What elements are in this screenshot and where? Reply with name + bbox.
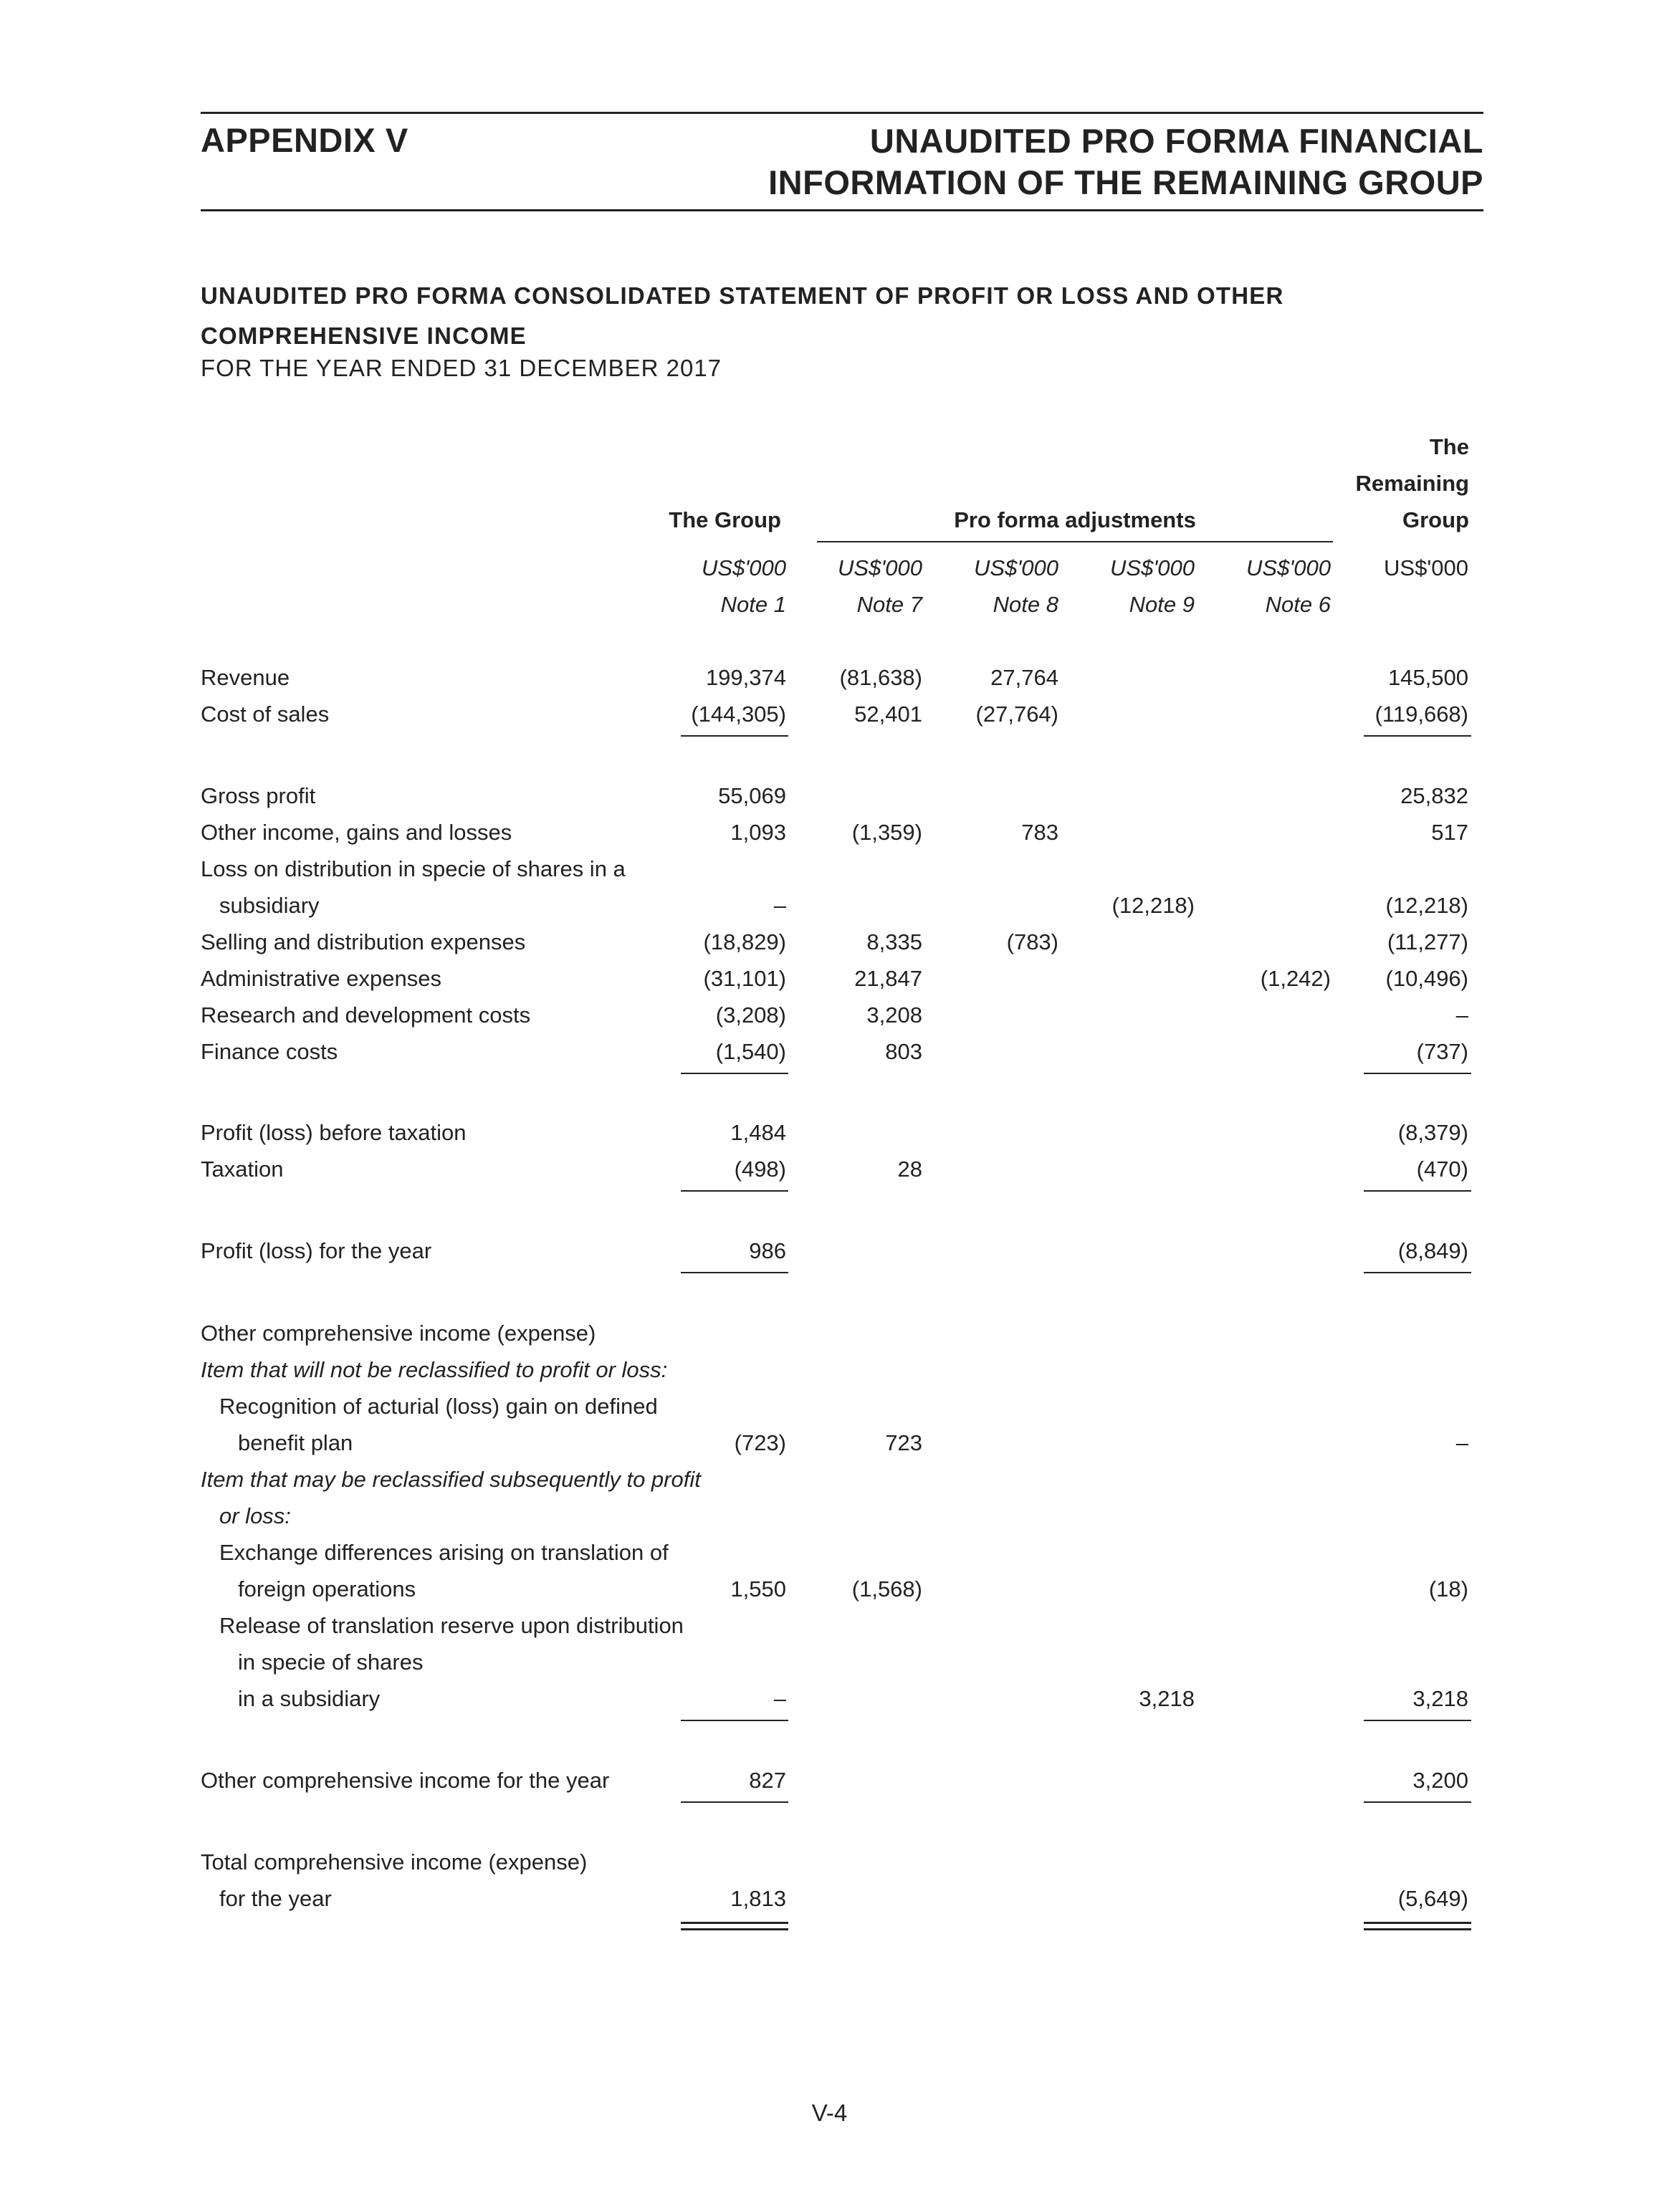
row-label: Other comprehensive income (expense): [201, 1321, 596, 1346]
subtotal-line: [1364, 1272, 1471, 1273]
row-label: in specie of shares: [238, 1650, 424, 1675]
cell: (119,668): [1374, 702, 1468, 727]
subtotal-line: [681, 735, 788, 737]
row-label: Profit (loss) for the year: [201, 1238, 432, 1263]
cell: (8,849): [1397, 1238, 1468, 1263]
appendix-title-line1: UNAUDITED PRO FORMA FINANCIAL: [869, 122, 1483, 160]
row-label: Loss on distribution in specie of shares in a: [201, 856, 626, 881]
row-label: Item that will not be reclassified to profit or loss:: [201, 1357, 668, 1382]
row-label: in a subsidiary: [238, 1686, 381, 1711]
cell: (3,208): [715, 1002, 786, 1028]
row-recognition-acturial: [0, 1394, 1659, 1430]
appendix-title: [768, 120, 1483, 204]
row-oci-heading: [0, 1321, 1659, 1357]
row-label: Administrative expenses: [201, 966, 441, 991]
cell: 827: [749, 1768, 786, 1793]
adjustments-underline: [817, 541, 1333, 542]
cell: 517: [1431, 820, 1468, 845]
col-header-remaining: [1326, 428, 1469, 538]
row-label: benefit plan: [238, 1430, 353, 1455]
row-may-be-reclassified: [0, 1467, 1659, 1503]
row-label: or loss:: [219, 1503, 291, 1528]
cell: 25,832: [1400, 783, 1468, 808]
subtotal-line: [1364, 1720, 1471, 1721]
cell: (737): [1416, 1039, 1468, 1064]
cell: 27,764: [990, 665, 1058, 690]
total-double-line: [1364, 1922, 1471, 1930]
page-number: V-4: [811, 2100, 848, 2126]
subtotal-line: [1364, 735, 1471, 737]
cell: 55,069: [718, 783, 786, 808]
row-subsidiary: [0, 893, 1659, 929]
cell: (5,649): [1397, 1886, 1468, 1911]
col-header-remaining-line3: Group: [1402, 507, 1469, 532]
cell: 1,484: [730, 1120, 786, 1145]
row-label: Release of translation reserve upon distribution: [219, 1613, 684, 1638]
col-header-remaining-line2: Remaining: [1355, 471, 1469, 496]
cell: (31,101): [703, 966, 786, 991]
cell: (470): [1416, 1157, 1468, 1182]
cell: 21,847: [854, 966, 922, 991]
cell: (144,305): [691, 702, 786, 727]
cell: 1,093: [730, 820, 786, 845]
cell: –: [1455, 1002, 1468, 1028]
note-col-2: Note 8: [993, 592, 1058, 617]
cell: 3,208: [866, 1002, 922, 1028]
unit-col-2: US$'000: [974, 555, 1058, 580]
row-label: Gross profit: [201, 783, 316, 808]
subtotal-line: [681, 1190, 788, 1192]
cell: 1,550: [730, 1576, 786, 1601]
row-label: Exchange differences arising on translation of: [219, 1540, 669, 1565]
cell: 52,401: [854, 702, 922, 727]
row-label: for the year: [219, 1886, 332, 1911]
cell: 1,813: [730, 1886, 786, 1911]
cell: (12,218): [1385, 893, 1468, 918]
cell: (18,829): [703, 929, 786, 954]
appendix-title-line2: INFORMATION OF THE REMAINING GROUP: [768, 163, 1483, 201]
unit-col-5: US$'000: [1384, 555, 1468, 580]
row-revenue: [0, 665, 1659, 702]
cell: 3,200: [1412, 1768, 1468, 1793]
cell: (8,379): [1397, 1120, 1468, 1145]
cell: 8,335: [866, 929, 922, 954]
row-label: Research and development costs: [201, 1002, 531, 1028]
row-other-income: [0, 820, 1659, 856]
row-taxation: [0, 1157, 1659, 1193]
row-gross-profit: [0, 783, 1659, 820]
cell: –: [773, 893, 786, 918]
cell: (11,277): [1387, 929, 1468, 954]
cell: 145,500: [1387, 665, 1468, 690]
note-col-1: Note 7: [856, 592, 922, 617]
cell: (12,218): [1111, 893, 1195, 918]
row-label: Cost of sales: [201, 702, 330, 727]
row-benefit-plan: [0, 1430, 1659, 1467]
row-label: Item that may be reclassified subsequently to profit: [201, 1467, 701, 1492]
row-release-translation: [0, 1613, 1659, 1650]
row-profit-before-tax: [0, 1120, 1659, 1157]
cell: (1,568): [851, 1576, 922, 1601]
cell: –: [1455, 1430, 1468, 1455]
row-foreign-operations: [0, 1576, 1659, 1613]
col-header-adjustments: Pro forma adjustments: [954, 507, 1196, 532]
row-oci-for-year: [0, 1768, 1659, 1804]
row-label: Finance costs: [201, 1039, 338, 1064]
cell: 28: [897, 1157, 922, 1182]
row-finance-costs: [0, 1039, 1659, 1076]
total-double-line: [681, 1922, 788, 1930]
cell: (18): [1428, 1576, 1468, 1601]
note-col-3: Note 9: [1129, 592, 1195, 617]
row-total-ci-heading: [0, 1849, 1659, 1886]
note-col-4: Note 6: [1265, 592, 1331, 617]
cell: 986: [749, 1238, 786, 1263]
subtotal-line: [681, 1720, 788, 1721]
unit-col-3: US$'000: [1110, 555, 1195, 580]
cell: 783: [1021, 820, 1058, 845]
statement-title-line1: UNAUDITED PRO FORMA CONSOLIDATED STATEMENT OF PROFIT OR LOSS AND OTHER: [201, 282, 1284, 309]
subtotal-line: [1364, 1073, 1471, 1074]
header-top-rule: [201, 112, 1483, 114]
cell: (498): [734, 1157, 786, 1182]
subtotal-line: [1364, 1190, 1471, 1192]
row-cost-of-sales: [0, 702, 1659, 738]
row-profit-for-year: [0, 1238, 1659, 1275]
cell: (10,496): [1385, 966, 1468, 991]
row-in-a-subsidiary: [0, 1686, 1659, 1723]
appendix-label: APPENDIX V: [201, 121, 408, 159]
cell: (27,764): [975, 702, 1058, 727]
cell: 803: [885, 1039, 922, 1064]
cell: 3,218: [1139, 1686, 1195, 1711]
unit-col-4: US$'000: [1246, 555, 1331, 580]
col-header-remaining-line1: The: [1429, 434, 1469, 459]
header-bottom-rule: [201, 209, 1483, 211]
cell: (723): [734, 1430, 786, 1455]
row-label: Profit (loss) before taxation: [201, 1120, 467, 1145]
statement-title-line2: COMPREHENSIVE INCOME: [201, 322, 527, 349]
row-label: Total comprehensive income (expense): [201, 1849, 588, 1875]
row-label: Other income, gains and losses: [201, 820, 512, 845]
cell: 199,374: [705, 665, 786, 690]
cell: 3,218: [1412, 1686, 1468, 1711]
row-label: Selling and distribution expenses: [201, 929, 526, 954]
row-total-for-year: [0, 1886, 1659, 1923]
subtotal-line: [681, 1073, 788, 1074]
row-in-specie: [0, 1650, 1659, 1686]
subtotal-line: [681, 1801, 788, 1803]
cell: 723: [885, 1430, 922, 1455]
col-header-group: The Group: [669, 507, 781, 532]
cell: (1,359): [851, 820, 922, 845]
row-label: Other comprehensive income for the year: [201, 1768, 610, 1793]
row-label: Recognition of acturial (loss) gain on defined: [219, 1394, 658, 1419]
row-label: subsidiary: [219, 893, 320, 918]
cell: (1,242): [1260, 966, 1331, 991]
cell: (81,638): [839, 665, 922, 690]
row-label: foreign operations: [238, 1576, 416, 1601]
cell: (1,540): [715, 1039, 786, 1064]
unit-col-0: US$'000: [702, 555, 786, 580]
row-label: Revenue: [201, 665, 290, 690]
cell: –: [773, 1686, 786, 1711]
row-research: [0, 1002, 1659, 1039]
cell: (783): [1006, 929, 1058, 954]
subtotal-line: [681, 1272, 788, 1273]
row-not-reclassified: [0, 1357, 1659, 1394]
statement-period: FOR THE YEAR ENDED 31 DECEMBER 2017: [201, 355, 722, 381]
row-loss-distribution: [0, 856, 1659, 893]
unit-col-1: US$'000: [838, 555, 922, 580]
row-label: Taxation: [201, 1157, 284, 1182]
row-selling-distribution: [0, 929, 1659, 966]
subtotal-line: [1364, 1801, 1471, 1803]
row-administrative: [0, 966, 1659, 1002]
statement-title: [201, 276, 1284, 356]
note-col-0: Note 1: [720, 592, 786, 617]
row-exchange-differences: [0, 1540, 1659, 1576]
row-or-loss: [0, 1503, 1659, 1540]
